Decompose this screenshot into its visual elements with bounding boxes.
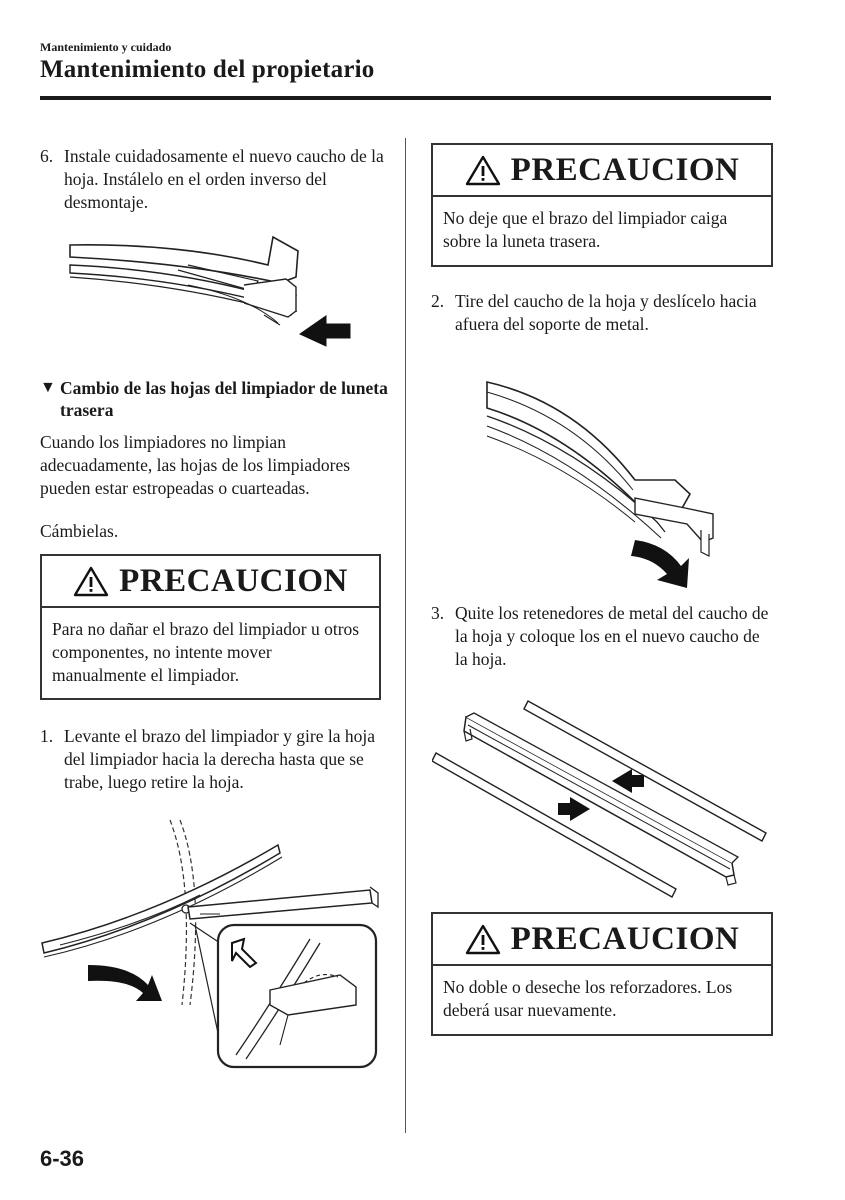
caution-text: Para no dañar el brazo del limpiador u otros componentes, no intente mover manualmente el limpiador. bbox=[52, 619, 360, 685]
caution-text: No doble o deseche los reforzadores. Los deberá usar nuevamente. bbox=[443, 977, 733, 1020]
step-2 bbox=[431, 290, 773, 336]
caution-title: PRECAUCION bbox=[119, 562, 348, 599]
arrow-icon bbox=[300, 316, 350, 346]
step-6 bbox=[40, 145, 390, 214]
caution-box bbox=[431, 912, 773, 1036]
title-rule bbox=[40, 96, 771, 100]
warning-triangle-icon bbox=[465, 923, 501, 955]
caution-box bbox=[40, 554, 381, 700]
step-text: Instale cuidadosamente el nuevo caucho de la hoja. Instálelo en el orden inverso del desmontaje. bbox=[64, 146, 384, 212]
caution-title: PRECAUCION bbox=[510, 920, 740, 957]
step-text: Quite los retenedores de metal del caucho de la hoja y coloque los en el nuevo caucho de la hoja. bbox=[455, 603, 769, 669]
install-blade-rubber-illustration bbox=[68, 215, 368, 360]
caution-header bbox=[433, 145, 771, 197]
arrow-icon bbox=[88, 965, 162, 1001]
subheading bbox=[40, 377, 390, 421]
step-3 bbox=[431, 602, 773, 671]
caution-header bbox=[42, 556, 379, 608]
caution-header bbox=[433, 914, 771, 966]
caution-text: No deje que el brazo del limpiador caiga sobre la luneta trasera. bbox=[443, 208, 728, 251]
caution-box bbox=[431, 143, 773, 267]
arrow-icon bbox=[558, 797, 590, 821]
step-1 bbox=[40, 725, 390, 794]
slide-rubber-illustration bbox=[485, 362, 720, 592]
warning-triangle-icon bbox=[465, 154, 501, 186]
step-number: 2. bbox=[431, 291, 445, 311]
step-number: 6. bbox=[40, 146, 54, 166]
step-text: Tire del caucho de la hoja y deslícelo hacia afuera del soporte de metal. bbox=[455, 291, 757, 334]
page-number: 6-36 bbox=[40, 1146, 85, 1171]
caution-title: PRECAUCION bbox=[510, 151, 740, 188]
section-marker-icon: ▼ bbox=[40, 379, 56, 396]
rotate-blade-illustration bbox=[40, 815, 385, 1075]
section-label: Mantenimiento y cuidado bbox=[40, 40, 172, 54]
intro-text-2: Cámbielas. bbox=[40, 521, 119, 541]
step-number: 3. bbox=[431, 603, 445, 623]
intro-text: Cuando los limpiadores no limpian adecuadamente, las hojas de los limpiadores pueden estar estropeadas o cuarteadas. bbox=[40, 432, 351, 498]
step-text: Levante el brazo del limpiador y gire la hoja del limpiador hacia la derecha hasta que se trabe, luego retire la hoja. bbox=[64, 726, 375, 792]
warning-triangle-icon bbox=[73, 565, 109, 597]
subheading-text: Cambio de las hojas del limpiador de luneta trasera bbox=[60, 378, 388, 420]
arrow-icon bbox=[631, 540, 689, 588]
metal-retainers-illustration bbox=[432, 695, 772, 900]
page-title: Mantenimiento del propietario bbox=[40, 56, 375, 83]
column-divider bbox=[405, 138, 406, 1133]
step-number: 1. bbox=[40, 726, 54, 746]
